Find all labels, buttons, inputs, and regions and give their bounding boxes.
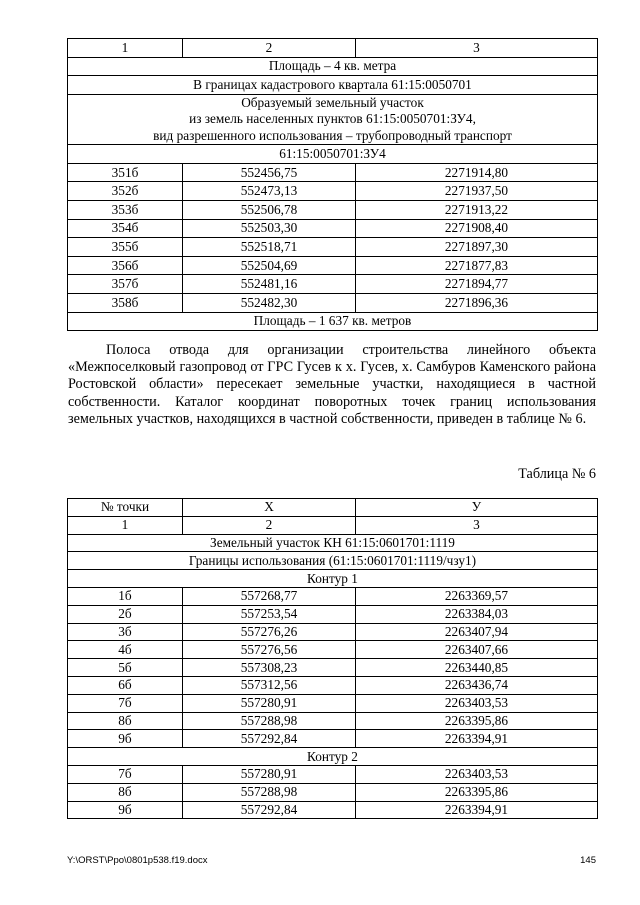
header-cell-x: Х [183, 499, 356, 517]
point-number-cell: 353б [68, 201, 183, 220]
point-number-cell: 9б [68, 730, 183, 748]
page-number: 145 [580, 855, 596, 866]
y-coordinate-cell: 2263403,53 [356, 694, 598, 712]
column-number: 3 [356, 516, 598, 534]
coordinate-row [68, 676, 598, 694]
coordinates-table-continued [67, 38, 598, 331]
coordinate-row [68, 294, 598, 313]
y-coordinate-cell: 2263394,91 [356, 801, 598, 819]
coordinate-row [68, 201, 598, 220]
contour-title: Контур 2 [68, 748, 598, 766]
y-coordinate-cell: 2263403,53 [356, 765, 598, 783]
x-coordinate-cell: 552503,30 [183, 219, 356, 238]
bounds-label: Границы использования (61:15:0601701:1119/чзу1) [68, 552, 598, 570]
x-coordinate-cell: 557253,54 [183, 605, 356, 623]
paragraph-text: Полоса отвода для организации строительства линейного объекта «Межпоселковый газопровод от ГРС Гусев к х. Гусев, х. Самбуров Каменского района Ростовской области» пересекает земельные участки, находящиеся в частной собственности. Каталог координат поворотных точек границ использования земельных участков, находящихся в частной собственности, приведен в таблице № 6. [68, 342, 596, 427]
column-number: 3 [356, 39, 598, 58]
x-coordinate-cell: 557280,91 [183, 765, 356, 783]
header-cell-y: У [356, 499, 598, 517]
x-coordinate-cell: 557312,56 [183, 676, 356, 694]
coordinate-row [68, 623, 598, 641]
y-coordinate-cell: 2271896,36 [356, 294, 598, 313]
point-number-cell: 1б [68, 587, 183, 605]
y-coordinate-cell: 2271914,80 [356, 163, 598, 182]
x-coordinate-cell: 552504,69 [183, 256, 356, 275]
area-label-top: Площадь – 4 кв. метра [68, 57, 598, 76]
cadastral-quarter-label: В границах кадастрового квартала 61:15:0050701 [68, 76, 598, 95]
coordinate-row [68, 605, 598, 623]
coordinates-table-6 [67, 498, 598, 819]
column-number: 2 [183, 39, 356, 58]
header-cell-point: № точки [68, 499, 183, 517]
coordinate-row [68, 801, 598, 819]
y-coordinate-cell: 2263407,94 [356, 623, 598, 641]
coordinate-row [68, 275, 598, 294]
area-label-bottom: Площадь – 1 637 кв. метров [68, 312, 598, 331]
point-number-cell: 6б [68, 676, 183, 694]
column-number-row [68, 516, 598, 534]
x-coordinate-cell: 552518,71 [183, 238, 356, 257]
column-number: 1 [68, 516, 183, 534]
x-coordinate-cell: 557288,98 [183, 712, 356, 730]
y-coordinate-cell: 2271897,30 [356, 238, 598, 257]
y-coordinate-cell: 2263407,66 [356, 641, 598, 659]
y-coordinate-cell: 2271877,83 [356, 256, 598, 275]
point-number-cell: 352б [68, 182, 183, 201]
table-caption: Таблица № 6 [518, 466, 596, 482]
point-number-cell: 3б [68, 623, 183, 641]
x-coordinate-cell: 552481,16 [183, 275, 356, 294]
x-coordinate-cell: 557268,77 [183, 587, 356, 605]
coordinate-row [68, 694, 598, 712]
coordinate-row [68, 659, 598, 677]
point-number-cell: 356б [68, 256, 183, 275]
point-number-cell: 355б [68, 238, 183, 257]
y-coordinate-cell: 2271894,77 [356, 275, 598, 294]
point-number-cell: 4б [68, 641, 183, 659]
coordinate-row [68, 712, 598, 730]
y-coordinate-cell: 2263369,57 [356, 587, 598, 605]
plot-description-line: из земель населенных пунктов 61:15:0050701:ЗУ4, [189, 111, 476, 127]
point-number-cell: 358б [68, 294, 183, 313]
point-number-cell: 2б [68, 605, 183, 623]
point-number-cell: 8б [68, 712, 183, 730]
x-coordinate-cell: 552482,30 [183, 294, 356, 313]
y-coordinate-cell: 2263436,74 [356, 676, 598, 694]
coordinate-row [68, 730, 598, 748]
body-paragraph [68, 342, 596, 428]
point-number-cell: 5б [68, 659, 183, 677]
coordinate-row [68, 219, 598, 238]
contour-header-row [68, 570, 598, 588]
y-coordinate-cell: 2271908,40 [356, 219, 598, 238]
coordinate-row [68, 182, 598, 201]
x-coordinate-cell: 557308,23 [183, 659, 356, 677]
x-coordinate-cell: 557288,98 [183, 783, 356, 801]
coordinate-row [68, 765, 598, 783]
plot-description-line: вид разрешенного использования – трубопроводный транспорт [153, 127, 512, 143]
plot-description [68, 94, 598, 145]
y-coordinate-cell: 2263384,03 [356, 605, 598, 623]
x-coordinate-cell: 557276,56 [183, 641, 356, 659]
y-coordinate-cell: 2263395,86 [356, 712, 598, 730]
x-coordinate-cell: 557280,91 [183, 694, 356, 712]
coordinate-row [68, 238, 598, 257]
x-coordinate-cell: 557292,84 [183, 730, 356, 748]
coordinate-row [68, 783, 598, 801]
y-coordinate-cell: 2263394,91 [356, 730, 598, 748]
column-number: 1 [68, 39, 183, 58]
header-row [68, 499, 598, 517]
point-number-cell: 7б [68, 765, 183, 783]
x-coordinate-cell: 552506,78 [183, 201, 356, 220]
coordinate-row [68, 256, 598, 275]
point-number-cell: 7б [68, 694, 183, 712]
coordinate-row [68, 163, 598, 182]
point-number-cell: 354б [68, 219, 183, 238]
point-number-cell: 357б [68, 275, 183, 294]
y-coordinate-cell: 2271913,22 [356, 201, 598, 220]
y-coordinate-cell: 2263395,86 [356, 783, 598, 801]
plot-description-line: Образуемый земельный участок [241, 94, 424, 110]
point-number-cell: 351б [68, 163, 183, 182]
x-coordinate-cell: 557292,84 [183, 801, 356, 819]
point-number-cell: 8б [68, 783, 183, 801]
contour-title: Контур 1 [68, 570, 598, 588]
x-coordinate-cell: 552456,75 [183, 163, 356, 182]
contour-header-row [68, 748, 598, 766]
x-coordinate-cell: 557276,26 [183, 623, 356, 641]
coordinate-row [68, 587, 598, 605]
plot-label: Земельный участок КН 61:15:0601701:1119 [68, 534, 598, 552]
x-coordinate-cell: 552473,13 [183, 182, 356, 201]
point-number-cell: 9б [68, 801, 183, 819]
footer-file-path: Y:\ORST\Ppo\0801p538.f19.docx [67, 855, 208, 866]
column-number: 2 [183, 516, 356, 534]
y-coordinate-cell: 2263440,85 [356, 659, 598, 677]
column-number-row [68, 39, 598, 58]
y-coordinate-cell: 2271937,50 [356, 182, 598, 201]
coordinate-row [68, 641, 598, 659]
plot-code: 61:15:0050701:ЗУ4 [68, 145, 598, 164]
